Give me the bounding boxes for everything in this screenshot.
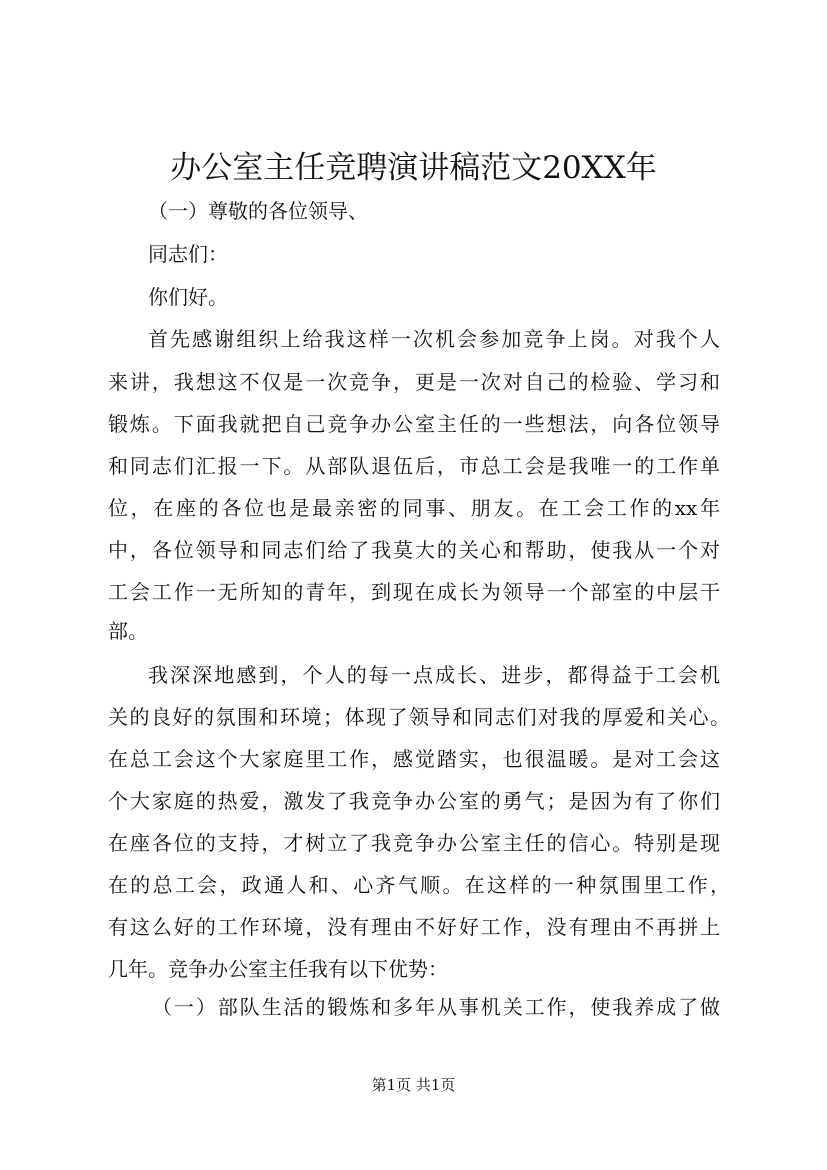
text-line: 中，各位领导和同志们给了我莫大的关心和帮助，使我从一个对 — [108, 538, 720, 562]
text-line: 你们好。 — [148, 285, 228, 309]
text-line: 首先感谢组织上给我这样一次机会参加竞争上岗。对我个人 — [148, 327, 720, 351]
text-line: 部。 — [108, 619, 148, 643]
text-line: 有这么好的工作环境，没有理由不好好工作，没有理由不再拼上 — [108, 915, 720, 939]
text-line: 我深深地感到，个人的每一点成长、进步，都得益于工会机 — [148, 663, 720, 687]
text-line: 个大家庭的热爱，激发了我竞争办公室的勇气；是因为有了你们 — [108, 789, 720, 813]
text-line: 锻炼。下面我就把自己竞争办公室主任的一些想法，向各位领导 — [108, 412, 720, 436]
text-line: 位，在座的各位也是最亲密的同事、朋友。在工会工作的xx年 — [108, 496, 720, 520]
page-footer: 第1页 共1页 — [371, 1076, 456, 1094]
text-line: （一）部队生活的锻炼和多年从事机关工作，使我养成了做 — [152, 995, 720, 1019]
text-line: 和同志们汇报一下。从部队退伍后，市总工会是我唯一的工作单 — [108, 454, 720, 478]
text-line: 在的总工会，政通人和、心齐气顺。在这样的一种氛围里工作， — [108, 873, 730, 897]
text-line: 同志们： — [148, 242, 228, 266]
text-line: 在座各位的支持，才树立了我竞争办公室主任的信心。特别是现 — [108, 831, 720, 855]
text-line: 在总工会这个大家庭里工作，感觉踏实，也很温暖。是对工会这 — [108, 747, 720, 771]
text-line: 几年。竞争办公室主任我有以下优势： — [108, 957, 448, 981]
text-line: 关的良好的氛围和环境；体现了领导和同志们对我的厚爱和关心。 — [108, 705, 730, 729]
text-line: 工会工作一无所知的青年，到现在成长为领导一个部室的中层干 — [108, 580, 720, 604]
text-line: （一）尊敬的各位领导、 — [148, 199, 368, 223]
document-title: 办公室主任竞聘演讲稿范文20XX年 — [170, 150, 657, 186]
text-line: 来讲，我想这不仅是一次竞争，更是一次对自己的检验、学习和 — [108, 370, 720, 394]
